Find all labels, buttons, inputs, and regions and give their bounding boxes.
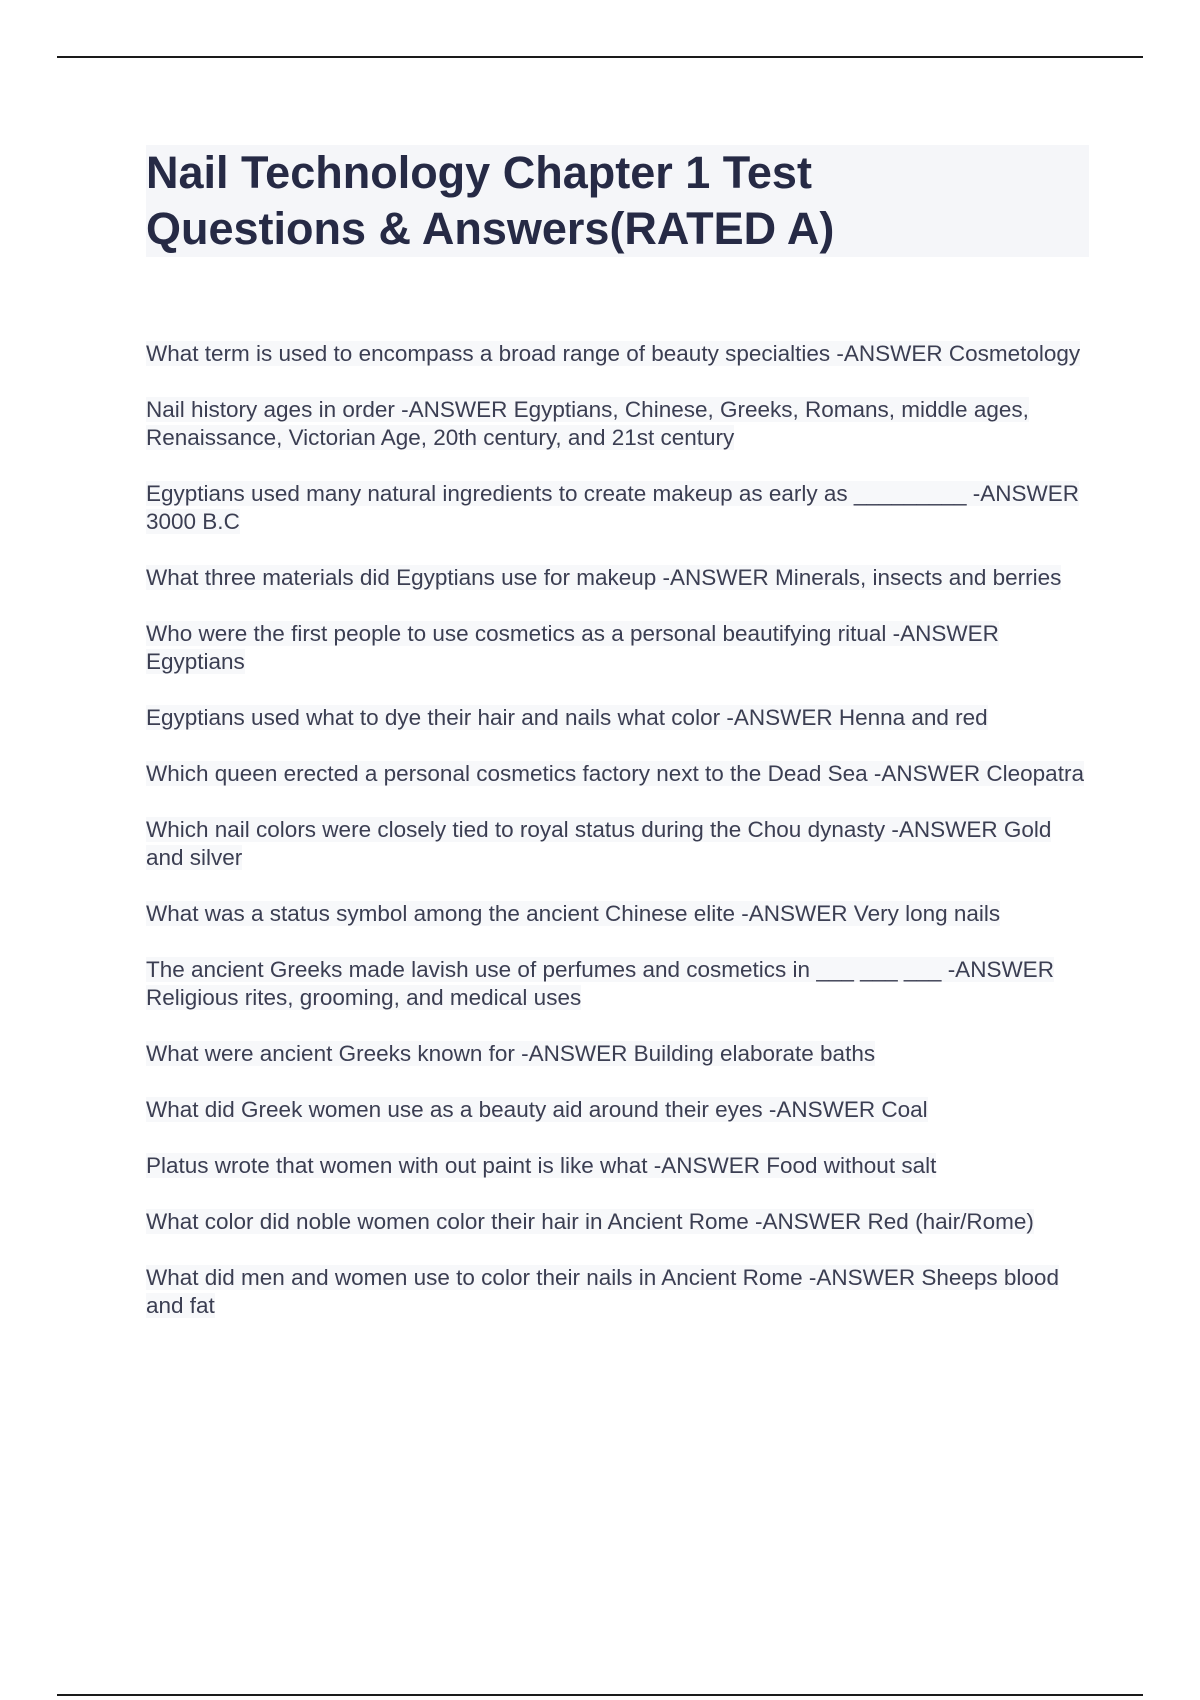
- qa-item: What three materials did Egyptians use for makeup -ANSWER Minerals, insects and berries: [146, 565, 1062, 590]
- qa-item: Which nail colors were closely tied to royal status during the Chou dynasty -ANSWER Gold and silver: [146, 817, 1052, 870]
- title-line-2: Questions & Answers(RATED A): [146, 203, 835, 254]
- qa-item: What color did noble women color their hair in Ancient Rome -ANSWER Red (hair/Rome): [146, 1209, 1034, 1234]
- qa-item: What did Greek women use as a beauty aid around their eyes -ANSWER Coal: [146, 1097, 928, 1122]
- qa-item: Platus wrote that women with out paint is like what -ANSWER Food without salt: [146, 1153, 937, 1178]
- qa-item: Which queen erected a personal cosmetics factory next to the Dead Sea -ANSWER Cleopatra: [146, 761, 1084, 786]
- qa-item: What did men and women use to color their nails in Ancient Rome -ANSWER Sheeps blood and fat: [146, 1265, 1059, 1318]
- qa-item: Nail history ages in order -ANSWER Egyptians, Chinese, Greeks, Romans, middle ages, Renaissance, Victorian Age, 20th century, and 21st century: [146, 397, 1029, 450]
- qa-item: Egyptians used what to dye their hair and nails what color -ANSWER Henna and red: [146, 705, 988, 730]
- title-block: [146, 145, 1089, 257]
- header-rule: [57, 56, 1143, 58]
- qa-item: What were ancient Greeks known for -ANSWER Building elaborate baths: [146, 1041, 876, 1066]
- qa-item: Egyptians used many natural ingredients to create makeup as early as _________ -ANSWER 3000 B.C: [146, 481, 1080, 534]
- footer-rule: [57, 1694, 1143, 1696]
- qa-item: What term is used to encompass a broad range of beauty specialties -ANSWER Cosmetology: [146, 341, 1081, 366]
- qa-item: The ancient Greeks made lavish use of perfumes and cosmetics in ___ ___ ___ -ANSWER Religious rites, grooming, and medical uses: [146, 957, 1054, 1010]
- qa-item: Who were the first people to use cosmetics as a personal beautifying ritual -ANSWER Egyptians: [146, 621, 999, 674]
- qa-item: What was a status symbol among the ancient Chinese elite -ANSWER Very long nails: [146, 901, 1001, 926]
- title-line-1: Nail Technology Chapter 1 Test: [146, 147, 812, 198]
- qa-list: [146, 340, 1086, 1348]
- document-title: [146, 145, 1089, 257]
